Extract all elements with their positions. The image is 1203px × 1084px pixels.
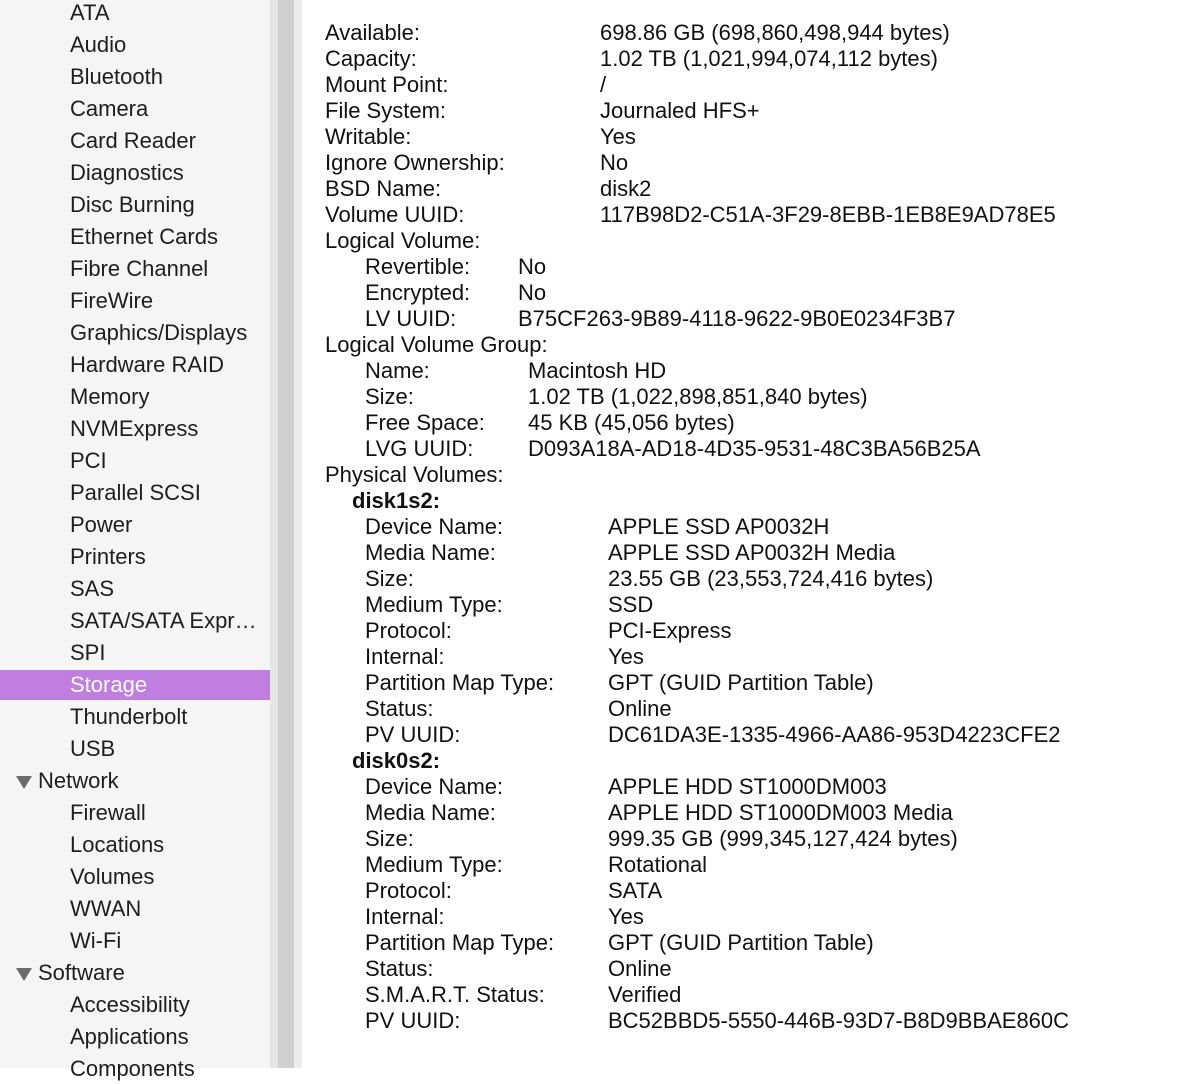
storage-detail-pane [302,0,1203,1068]
detail-value: D093A18A-AD18-4D35-9531-48C3BA56B25A [528,436,981,461]
sidebar-item-wwan[interactable] [0,894,270,924]
physical-volume-name: disk0s2: [352,748,441,773]
detail-key: Protocol: [365,618,452,643]
detail-key: Name: [365,358,430,383]
detail-key: Size: [365,566,414,591]
detail-key: Status: [365,696,434,721]
sidebar-item-applications[interactable] [0,1022,270,1052]
detail-key: PV UUID: [365,722,461,747]
sidebar-item-label: Locations [70,832,165,857]
detail-key: Physical Volumes: [325,462,504,487]
sidebar-item-label: USB [70,736,116,761]
sidebar-group-software[interactable] [0,958,270,988]
sidebar-item-storage[interactable] [0,670,270,700]
detail-value: Yes [608,644,644,669]
sidebar-item-label: Disc Burning [70,192,195,217]
detail-value: / [600,72,607,97]
disclosure-triangle-expanded-icon[interactable] [16,776,32,789]
sidebar-item-label: Applications [70,1024,189,1049]
sidebar-item-label: Parallel SCSI [70,480,201,505]
detail-key: File System: [325,98,447,123]
sidebar-item-label: Accessibility [70,992,190,1017]
detail-key: Mount Point: [325,72,449,97]
sidebar-item-label: WWAN [70,896,142,921]
sidebar-item-components[interactable] [0,1054,270,1084]
sidebar-item-card-reader[interactable] [0,126,270,156]
detail-key: Status: [365,956,434,981]
sidebar-group-network[interactable] [0,766,270,796]
sidebar-item-printers[interactable] [0,542,270,572]
detail-value: SATA [608,878,663,903]
sidebar-item-label: Camera [70,96,149,121]
detail-value: Verified [608,982,682,1007]
sidebar-item-label: Fibre Channel [70,256,209,281]
detail-key: Device Name: [365,514,504,539]
detail-value: 1.02 TB (1,021,994,074,112 bytes) [600,46,938,71]
detail-value: disk2 [600,176,652,201]
detail-key: Encrypted: [365,280,471,305]
sidebar-item-label: Hardware RAID [70,352,225,377]
sidebar-item-label: NVMExpress [70,416,199,441]
sidebar-item-label: Audio [70,32,127,57]
detail-key: LVG UUID: [365,436,474,461]
sidebar-item-label: Card Reader [70,128,196,153]
detail-key: Partition Map Type: [365,670,555,695]
sidebar-item-label: Memory [70,384,150,409]
sidebar-item-sas[interactable] [0,574,270,604]
detail-key: Internal: [365,644,445,669]
sidebar-item-fibre-channel[interactable] [0,254,270,284]
sidebar-item-nvmexpress[interactable] [0,414,270,444]
detail-value: B75CF263-9B89-4118-9622-9B0E0234F3B7 [518,306,956,331]
detail-key: Medium Type: [365,852,503,877]
disclosure-triangle-expanded-icon[interactable] [16,968,32,981]
sidebar-item-disc-burning[interactable] [0,190,270,220]
sidebar-item-label: PCI [70,448,107,473]
sidebar-item-label: Storage [70,672,148,697]
detail-key: PV UUID: [365,1008,461,1033]
sidebar-item-label: Power [70,512,133,537]
detail-value: No [518,254,547,279]
detail-value: 23.55 GB (23,553,724,416 bytes) [608,566,934,591]
sidebar-item-thunderbolt[interactable] [0,702,270,732]
detail-value: APPLE HDD ST1000DM003 [608,774,887,799]
detail-value: Online [608,956,672,981]
detail-key: Logical Volume Group: [325,332,548,357]
sidebar-item-memory[interactable] [0,382,270,412]
sidebar-item-diagnostics[interactable] [0,158,270,188]
sidebar-item-label: Diagnostics [70,160,184,185]
detail-value: 117B98D2-C51A-3F29-8EBB-1EB8E9AD78E5 [600,202,1056,227]
split-view-divider[interactable] [270,0,278,1068]
detail-key: Internal: [365,904,445,929]
detail-key: Revertible: [365,254,471,279]
detail-key: BSD Name: [325,176,442,201]
sidebar-item-spi[interactable] [0,638,270,668]
sidebar-item-label: FireWire [70,288,154,313]
detail-key: Free Space: [365,410,485,435]
detail-key: Available: [325,20,420,45]
sidebar-item-accessibility[interactable] [0,990,270,1020]
detail-value: APPLE SSD AP0032H [608,514,830,539]
sidebar-item-camera[interactable] [0,94,270,124]
detail-key: Media Name: [365,800,496,825]
detail-value: 45 KB (45,056 bytes) [528,410,735,435]
detail-pane-border [294,0,302,1068]
sidebar-item-power[interactable] [0,510,270,540]
sidebar-item-hardware-raid[interactable] [0,350,270,380]
sidebar-item-parallel-scsi[interactable] [0,478,270,508]
detail-value: APPLE SSD AP0032H Media [608,540,896,565]
detail-value: No [600,150,629,175]
detail-value: GPT (GUID Partition Table) [608,930,874,955]
sidebar-item-graphics-displays[interactable] [0,318,270,348]
sidebar-item-label: Printers [70,544,146,569]
detail-value: BC52BBD5-5550-446B-93D7-B8D9BBAE860C [608,1008,1070,1033]
detail-key: Device Name: [365,774,504,799]
detail-key: Protocol: [365,878,452,903]
sidebar-item-label: Bluetooth [70,64,163,89]
detail-value: APPLE HDD ST1000DM003 Media [608,800,953,825]
sidebar-item-label: SATA/SATA Expr… [70,608,257,633]
sidebar-item-audio[interactable] [0,30,270,60]
detail-value: Macintosh HD [528,358,667,383]
sidebar-item-wi-fi[interactable] [0,926,270,956]
sidebar-item-volumes[interactable] [0,862,270,892]
physical-volume-name: disk1s2: [352,488,441,513]
detail-key: Writable: [325,124,412,149]
detail-key: Size: [365,384,414,409]
detail-value: No [518,280,547,305]
detail-key: Ignore Ownership: [325,150,505,175]
sidebar-item-label: Ethernet Cards [70,224,218,249]
sidebar-item-bluetooth[interactable] [0,62,270,92]
sidebar[interactable] [0,0,270,1081]
detail-key: Capacity: [325,46,417,71]
sidebar-item-label: Thunderbolt [70,704,188,729]
sidebar-scrollbar[interactable] [278,0,294,1068]
detail-value: PCI-Express [608,618,732,643]
sidebar-item-label: ATA [70,0,110,25]
detail-key: Volume UUID: [325,202,465,227]
sidebar-item-label: Firewall [70,800,146,825]
sidebar-item-label: Network [38,768,119,793]
detail-value: SSD [608,592,654,617]
detail-value: Rotational [608,852,708,877]
detail-value: 698.86 GB (698,860,498,944 bytes) [600,20,950,45]
detail-value: DC61DA3E-1335-4966-AA86-953D4223CFE2 [608,722,1061,747]
sidebar-item-label: SPI [70,640,106,665]
detail-key: Media Name: [365,540,496,565]
detail-value: 1.02 TB (1,022,898,851,840 bytes) [528,384,868,409]
sidebar-item-usb[interactable] [0,734,270,764]
sidebar-item-firewall[interactable] [0,798,270,828]
detail-value: Journaled HFS+ [600,98,760,123]
sidebar-item-label: SAS [70,576,115,601]
detail-key: LV UUID: [365,306,457,331]
detail-key: Partition Map Type: [365,930,555,955]
detail-key: Size: [365,826,414,851]
sidebar-item-label: Graphics/Displays [70,320,248,345]
sidebar-item-firewire[interactable] [0,286,270,316]
sidebar-item-label: Software [38,960,125,985]
sidebar-item-locations[interactable] [0,830,270,860]
sidebar-item-ethernet-cards[interactable] [0,222,270,252]
detail-value: Yes [608,904,644,929]
sidebar-item-ata[interactable] [0,0,270,28]
sidebar-item-label: Wi-Fi [70,928,122,953]
sidebar-item-label: Components [70,1056,195,1081]
detail-value: Online [608,696,672,721]
detail-key: Logical Volume: [325,228,481,253]
sidebar-item-sata-sata-expr[interactable] [0,606,270,636]
detail-key: S.M.A.R.T. Status: [365,982,545,1007]
detail-value: Yes [600,124,636,149]
sidebar-item-pci[interactable] [0,446,270,476]
sidebar-item-label: Volumes [70,864,155,889]
detail-value: GPT (GUID Partition Table) [608,670,874,695]
detail-key: Medium Type: [365,592,503,617]
detail-value: 999.35 GB (999,345,127,424 bytes) [608,826,958,851]
